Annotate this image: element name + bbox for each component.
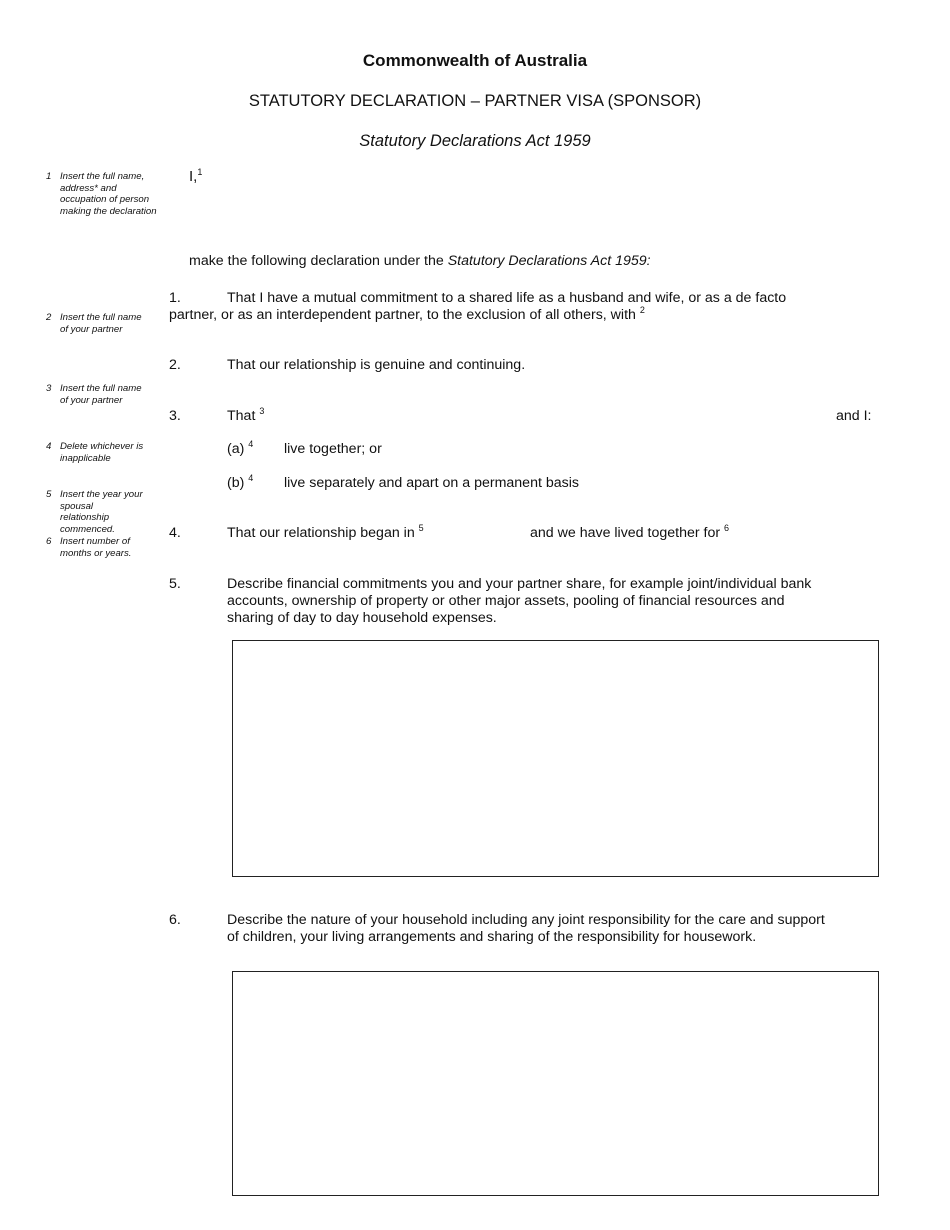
item-3-tail: and I: [836, 408, 872, 424]
margin-note-5: 5 Insert the year your spousal relationship commenced. [46, 489, 143, 536]
document-title: Commonwealth of Australia [362, 51, 588, 70]
item-3-number: 3. [169, 408, 181, 424]
margin-note-3: 3 Insert the full name of your partner [46, 383, 142, 406]
item-5-line-3: sharing of day to day household expenses. [227, 610, 497, 626]
item-1-number: 1. [169, 290, 181, 306]
item-3a-text: live together; or [284, 441, 382, 457]
item-4-mid: and we have lived together for $^6$ [530, 523, 730, 541]
item-3-lead: That $^3$ [227, 406, 265, 424]
item-1-line-1: That I have a mutual commitment to a shared life as a husband and wife, or as a de facto [227, 290, 787, 306]
item-6-line-1: Describe the nature of your household including any joint responsibility for the care and support [227, 912, 825, 928]
margin-note-1: 1 Insert the full name, address* and occupation of person making the declaration [46, 171, 157, 218]
item-4-number: 4. [169, 525, 181, 541]
financial-commitments-field[interactable] [232, 640, 879, 877]
margin-note-4: 4 Delete whichever is inapplicable [46, 441, 144, 464]
item-3a-label: (a) $^4$ [227, 439, 254, 457]
margin-note-2: 2 Insert the full name of your partner [46, 312, 142, 335]
margin-note-6: 6 Insert number of months or years. [46, 536, 132, 559]
item-3b-label: (b) $^4$ [227, 473, 254, 491]
document-subtitle: STATUTORY DECLARATION – PARTNER VISA (SPONSOR) [248, 92, 702, 110]
declarant-line: I,$^1$ [189, 167, 203, 185]
item-1-line-2: partner, or as an interdependent partner, to the exclusion of all others, with $^2$ [169, 305, 645, 323]
item-3b-text: live separately and apart on a permanent basis [284, 475, 579, 491]
item-5-line-2: accounts, ownership of property or other major assets, pooling of financial resources and [227, 593, 785, 609]
item-4-lead: That our relationship began in $^5$ [227, 523, 424, 541]
item-5-number: 5. [169, 576, 181, 592]
item-2-text: That our relationship is genuine and continuing. [227, 357, 526, 373]
item-6-line-2: of children, your living arrangements and sharing of the responsibility for housework. [227, 929, 757, 945]
declaration-intro: make the following declaration under the Statutory Declarations Act 1959: [189, 253, 651, 269]
item-6-number: 6. [169, 912, 181, 928]
act-name: Statutory Declarations Act 1959 [359, 132, 591, 150]
item-5-line-1: Describe financial commitments you and your partner share, for example joint/individual bank [227, 576, 812, 592]
item-2-number: 2. [169, 357, 181, 373]
household-nature-field[interactable] [232, 971, 879, 1196]
